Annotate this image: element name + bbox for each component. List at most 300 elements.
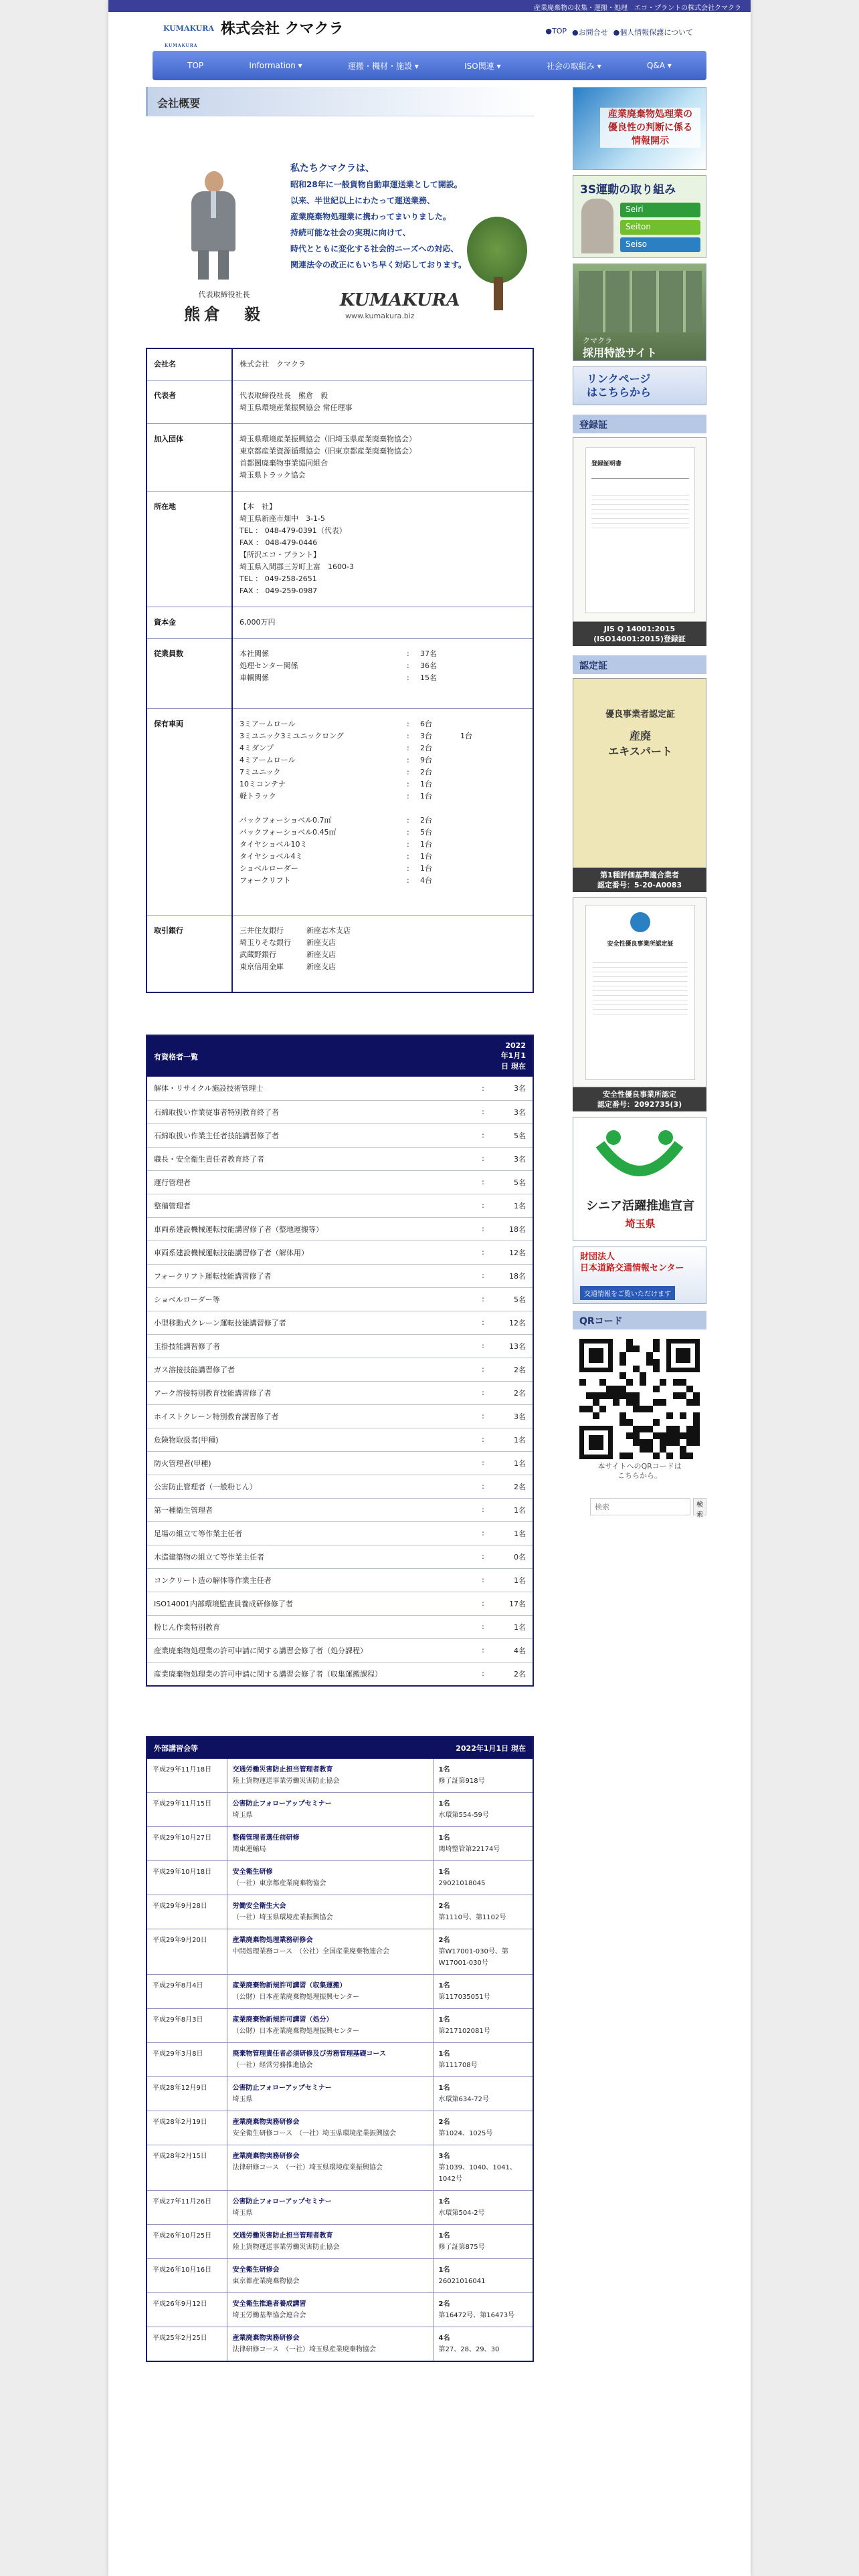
training-people: 1名 xyxy=(438,1800,450,1808)
top-strip xyxy=(108,0,751,12)
qualification-name: 産業廃棄物処理業の許可申請に関する講習会修了者（収集運搬課程） xyxy=(147,1662,473,1686)
table-row xyxy=(147,1498,533,1521)
training-title: 産業廃棄物新規許可講習（処分） xyxy=(232,2016,333,2024)
section-title xyxy=(146,87,534,116)
value-line: 【所沢エコ・プラント】 xyxy=(240,550,320,559)
president-title: 代表取締役社長 xyxy=(198,290,250,299)
vehicle-type: ショベルローダー xyxy=(240,864,298,873)
nav-equipment[interactable]: 運搬・機材・施設 ▾ xyxy=(347,61,419,71)
training-count xyxy=(433,1929,533,1974)
vehicle-count: 3台 xyxy=(420,732,432,740)
training-org: 埼玉県 xyxy=(232,1811,253,1819)
qualification-name: 第一種衛生管理者 xyxy=(147,1498,473,1521)
intro xyxy=(146,116,534,330)
qualification-name: ガス溶接技能講習修了者 xyxy=(147,1358,473,1381)
employee-count: 37名 xyxy=(420,649,437,658)
brand-url: www.kumakura.biz xyxy=(345,312,415,320)
training-org: （一社）経営労務推進協会 xyxy=(232,2061,313,2069)
jartic-line: 財団法人 xyxy=(580,1252,615,1262)
header-link-contact[interactable]: ●お問合せ xyxy=(572,28,608,37)
separator: : xyxy=(473,1451,493,1475)
table-row xyxy=(147,1100,533,1123)
separator: : xyxy=(473,1662,493,1686)
training-title: 安全衛生推進者養成講習 xyxy=(232,2300,306,2308)
table-row xyxy=(147,2145,533,2190)
training-cert: 第27、28、29、30 xyxy=(438,2345,500,2353)
employee-group: 本社関係 xyxy=(240,649,269,658)
training-count xyxy=(433,2190,533,2224)
greeting-line: 関連法令の改正にもいち早く対応しております。 xyxy=(290,260,467,270)
table-row xyxy=(147,1615,533,1638)
expert-doc-line: エキスパート xyxy=(608,745,672,758)
qualification-count: 5名 xyxy=(493,1287,533,1311)
training-count xyxy=(433,1895,533,1929)
brand-wordmark: KUMAKURA xyxy=(340,290,460,310)
caption-line: 第1種評価基準適合業者 xyxy=(600,871,679,879)
banner-eval-line: 優良性の判断に係る xyxy=(608,122,692,133)
banner-3s-item: Seiso xyxy=(620,237,700,252)
training-course xyxy=(227,2145,433,2190)
qualification-count: 3名 xyxy=(493,1147,533,1170)
bank-branch: 新座志木支店 xyxy=(306,926,351,935)
separator: : xyxy=(473,1638,493,1662)
nav-information[interactable]: Information ▾ xyxy=(249,61,302,70)
training-people: 2名 xyxy=(438,2118,450,2126)
training-course xyxy=(227,2190,433,2224)
qr-heading: QRコード xyxy=(573,1311,706,1329)
training-org: 法律研修コース （一社）埼玉県産業廃棄物協会 xyxy=(232,2345,376,2353)
qualification-count: 2名 xyxy=(493,1662,533,1686)
training-cert: 修了証第918号 xyxy=(438,1777,485,1785)
training-title: 産業廃棄物実務研修会 xyxy=(232,2334,300,2342)
value-line: 東京都産業資源循環協会（旧東京都産業廃棄物協会） xyxy=(240,447,416,455)
training-title: 安全衛生研修 xyxy=(232,1868,273,1876)
training-course xyxy=(227,2292,433,2327)
training-date: 平成29年3月8日 xyxy=(147,2042,227,2076)
training-count xyxy=(433,2111,533,2145)
training-org: （公財）日本産業廃棄物処理振興センター xyxy=(232,2027,360,2035)
nav-iso[interactable]: ISO関連 ▾ xyxy=(464,61,501,71)
bank-name: 埼玉りそな銀行 xyxy=(240,938,291,947)
external-training-table xyxy=(146,1736,534,2362)
training-count xyxy=(433,2042,533,2076)
separator: : xyxy=(473,1498,493,1521)
qualification-name: 小型移動式クレーン運転技能講習修了者 xyxy=(147,1311,473,1334)
vehicle-count: 2台 xyxy=(420,768,432,776)
search-input[interactable] xyxy=(590,1498,690,1515)
qr-note-line: こちらから。 xyxy=(617,1471,662,1480)
training-course xyxy=(227,1974,433,2008)
safety-certificate-image[interactable] xyxy=(573,897,706,1087)
banner-eval[interactable] xyxy=(573,87,706,170)
training-cert: 第1039、1040、1041、1042号 xyxy=(438,2163,516,2183)
vehicle-type: タイヤショベル4ミ xyxy=(240,852,303,861)
qualification-name: 足場の組立て等作業主任者 xyxy=(147,1521,473,1545)
training-cert: 第117035051号 xyxy=(438,1993,490,2001)
qualification-name: 防火管理者(甲種) xyxy=(147,1451,473,1475)
row-label: 取引銀行 xyxy=(147,916,232,993)
table-row xyxy=(147,1860,533,1895)
qualification-count: 17名 xyxy=(493,1592,533,1615)
row-label: 加入団体 xyxy=(147,424,232,492)
training-people: 1名 xyxy=(438,2016,450,2024)
training-count xyxy=(433,2008,533,2042)
header xyxy=(108,12,751,47)
table-row xyxy=(147,424,533,492)
table-row xyxy=(147,1592,533,1615)
separator: : xyxy=(473,1358,493,1381)
separator: : xyxy=(473,1170,493,1194)
training-cert: 29021018045 xyxy=(438,1879,486,1887)
qr-note-line: 本サイトへのQRコードは xyxy=(597,1462,682,1471)
qualification-name: 玉掛技能講習修了者 xyxy=(147,1334,473,1358)
training-title: 整備管理者選任前研修 xyxy=(232,1834,300,1842)
training-people: 4名 xyxy=(438,2334,450,2342)
qualification-name: フォークリフト運転技能講習修了者 xyxy=(147,1264,473,1287)
value-line: 首都圏廃棄物事業協同組合 xyxy=(240,459,328,467)
qr-code[interactable] xyxy=(579,1339,700,1459)
training-people: 1名 xyxy=(438,1981,450,1990)
separator: : xyxy=(473,1077,493,1100)
separator: : xyxy=(473,1404,493,1428)
senior-pref: 埼玉県 xyxy=(625,1218,656,1230)
expert-certificate-image[interactable] xyxy=(573,678,706,868)
training-date: 平成29年9月20日 xyxy=(147,1929,227,1974)
training-people: 1名 xyxy=(438,1868,450,1876)
vehicle-count: 1台 xyxy=(420,852,432,861)
table-row xyxy=(147,1895,533,1929)
training-count xyxy=(433,1826,533,1860)
logo[interactable] xyxy=(163,16,215,48)
vehicle-count: 9台 xyxy=(420,756,432,764)
table-row xyxy=(147,916,533,993)
training-course xyxy=(227,2076,433,2111)
qualification-name: 車両系建設機械運転技能講習修了者（解体用） xyxy=(147,1241,473,1264)
value-line: TEL ： 049-258-2651 xyxy=(240,574,317,583)
table-row xyxy=(147,1287,533,1311)
value-line: 代表取締役社長 熊倉 毅 xyxy=(240,391,328,400)
value-line: 【本 社】 xyxy=(240,502,276,511)
separator: : xyxy=(473,1545,493,1568)
qualification-count: 1名 xyxy=(493,1451,533,1475)
qualification-name: 車両系建設機械運転技能講習修了者（整地運搬等） xyxy=(147,1217,473,1241)
table-row xyxy=(147,1662,533,1686)
value-line: 埼玉県トラック協会 xyxy=(240,471,306,479)
caption-line: 認定番号：5-20-A0083 xyxy=(597,881,682,889)
qualification-name: 危険物取扱者(甲種) xyxy=(147,1428,473,1451)
qualification-name: 粉じん作業特別教育 xyxy=(147,1615,473,1638)
training-cert: 第1110号、第1102号 xyxy=(438,1913,506,1921)
worker-photo xyxy=(581,199,613,253)
header-link-top[interactable]: ●TOP xyxy=(545,27,567,35)
training-count xyxy=(433,2076,533,2111)
bank-branch: 新座支店 xyxy=(306,962,336,971)
table-row xyxy=(147,1147,533,1170)
value-line: 埼玉県環境産業振興協会 常任理事 xyxy=(240,403,353,412)
training-title: 産業廃棄物実務研修会 xyxy=(232,2152,300,2160)
training-people: 1名 xyxy=(438,2197,450,2206)
table-row xyxy=(147,1217,533,1241)
nav-social[interactable]: 社会の取組み ▾ xyxy=(546,61,601,71)
training-count xyxy=(433,2258,533,2292)
separator: : xyxy=(473,1592,493,1615)
registration-heading: 登録証 xyxy=(573,415,706,433)
qualification-name: 整備管理者 xyxy=(147,1194,473,1217)
training-count xyxy=(433,2224,533,2258)
bank-name: 三井住友銀行 xyxy=(240,926,284,935)
senior-text: シニア活躍推進宣言 xyxy=(586,1199,694,1213)
row-label: 従業員数 xyxy=(147,639,232,709)
row-value xyxy=(232,492,533,607)
banner-3s-title: 3S運動の取り組み xyxy=(580,183,676,197)
qualification-count: 5名 xyxy=(493,1170,533,1194)
table-row xyxy=(147,381,533,424)
employee-group: 車輌関係 xyxy=(240,673,269,682)
separator: : xyxy=(473,1311,493,1334)
top-tagline: 産業廃棄物の収集・運搬・処理 エコ・プラントの株式会社クマクラ xyxy=(534,5,741,12)
training-course xyxy=(227,2224,433,2258)
table-row xyxy=(147,1381,533,1404)
training-org: （一社）東京都産業廃棄物協会 xyxy=(232,1879,326,1887)
training-date: 平成29年10月18日 xyxy=(147,1860,227,1895)
caption-line: 安全性優良事業所認定 xyxy=(603,1090,676,1099)
table-row xyxy=(147,709,533,916)
training-date: 平成26年10月25日 xyxy=(147,2224,227,2258)
row-value: 3ミアームロール : 6台 3ミユニック3ミユニックロング : 3台 1台 4ミダンプ : 2台 4ミアームロール : 9台 7ミユニック : 2台 10ミコンテナ : 1台 軽トラック : 1台 バックフォーショベル0.7㎥ : 2台 バックフォーショベル0.45㎥ : 5台 タイヤショベル10ミ : 1台 タイヤショベル4ミ : 1台 ショベルローダー : 1台 フォークリフト : 4台 xyxy=(232,709,533,916)
training-people: 1名 xyxy=(438,2050,450,2058)
vehicle-type: 4ミダンプ xyxy=(240,744,274,752)
table-row xyxy=(147,1428,533,1451)
site-name[interactable]: 株式会社 クマクラ xyxy=(221,21,344,37)
training-date: 平成29年11月15日 xyxy=(147,1792,227,1826)
training-count xyxy=(433,2145,533,2190)
training-date: 平成28年2月19日 xyxy=(147,2111,227,2145)
training-cert: 水環第634-72号 xyxy=(438,2095,489,2103)
table-row xyxy=(147,1929,533,1974)
training-date: 平成29年8月3日 xyxy=(147,2008,227,2042)
vehicle-type: タイヤショベル10ミ xyxy=(240,840,308,849)
value-line: 埼玉県新座市畑中 3-1-5 xyxy=(240,514,325,523)
caption-line: 認定番号：2092735(3) xyxy=(597,1100,682,1109)
qualification-name: 木造建築物の組立て等作業主任者 xyxy=(147,1545,473,1568)
separator: : xyxy=(473,1381,493,1404)
external-date: 2022年1月1日 現在 xyxy=(433,1737,533,1759)
vehicle-count: 2台 xyxy=(420,744,432,752)
banner-links[interactable] xyxy=(573,366,706,405)
training-date: 平成28年2月15日 xyxy=(147,2145,227,2190)
training-cert: 関埼整管第22174号 xyxy=(438,1845,500,1853)
separator: : xyxy=(473,1521,493,1545)
table-row xyxy=(147,1475,533,1498)
page xyxy=(108,0,751,2576)
separator: : xyxy=(473,1100,493,1123)
table-row xyxy=(147,1358,533,1381)
qualification-name: 石綿取扱い作業従事者特別教育終了者 xyxy=(147,1100,473,1123)
table-row xyxy=(147,1170,533,1194)
qr-note xyxy=(573,1462,706,1481)
senior-logo-icon xyxy=(573,1117,706,1191)
tree-illustration xyxy=(460,217,534,317)
external-title: 外部講習会等 xyxy=(147,1737,433,1759)
training-cert: 第16472号、第16473号 xyxy=(438,2311,515,2319)
caption-line: JIS Q 14001:2015 xyxy=(603,625,676,633)
training-date: 平成26年10月16日 xyxy=(147,2258,227,2292)
training-date: 平成28年12月9日 xyxy=(147,2076,227,2111)
training-cert: 第111708号 xyxy=(438,2061,478,2069)
vehicle-count: 1台 xyxy=(420,840,432,849)
training-org: 中間処理業務コース （公社）全国産業廃棄物連合会 xyxy=(232,1947,389,1955)
search-form xyxy=(573,1498,706,1519)
qualification-count: 2名 xyxy=(493,1475,533,1498)
training-title: 廃棄物管理責任者必須研修及び労務管理基礎コース xyxy=(232,2050,386,2058)
training-cert: 第217102081号 xyxy=(438,2027,490,2035)
training-course xyxy=(227,2327,433,2361)
safety-doc-title: 安全性優良事業所認定証 xyxy=(607,941,674,948)
vehicle-count: 1台 xyxy=(420,780,432,788)
president-photo xyxy=(190,171,237,280)
banner-link-line: はこちらから xyxy=(587,386,652,399)
header-link-privacy[interactable]: ●個人情報保護について xyxy=(613,28,693,37)
expert-doc-title: 優良事業者認定証 xyxy=(605,710,675,720)
search-button[interactable]: 検索 xyxy=(693,1498,706,1515)
training-org: 陸上貨物運送事業労働災害防止協会 xyxy=(232,2243,340,2251)
training-count xyxy=(433,2292,533,2327)
vehicle-count: 1台 xyxy=(420,792,432,800)
table-row xyxy=(147,1077,533,1100)
vehicle-count: 6台 xyxy=(420,720,432,728)
iso-doc-title: 登録証明書 xyxy=(591,461,622,467)
qualification-name: 産業廃棄物処理業の許可申請に関する講習会修了者（処分課程） xyxy=(147,1638,473,1662)
training-cert: 26021016041 xyxy=(438,2277,486,2285)
banner-3s[interactable] xyxy=(573,175,706,258)
qualification-count: 12名 xyxy=(493,1311,533,1334)
training-org: 安全衛生研修コース （一社）埼玉県環境産業振興協会 xyxy=(232,2129,396,2137)
vehicle-count: 5台 xyxy=(420,828,432,837)
table-row xyxy=(147,607,533,639)
qualification-count: 5名 xyxy=(493,1123,533,1147)
training-title: 公害防止フォローアップセミナー xyxy=(232,2084,332,2092)
training-course xyxy=(227,2008,433,2042)
vehicle-type: フォークリフト xyxy=(240,876,291,885)
separator: : xyxy=(473,1241,493,1264)
qualification-count: 4名 xyxy=(493,1638,533,1662)
certification-heading: 認定証 xyxy=(573,655,706,674)
table-row xyxy=(147,2190,533,2224)
row-label: 所在地 xyxy=(147,492,232,607)
training-date: 平成29年9月28日 xyxy=(147,1895,227,1929)
banner-jartic[interactable] xyxy=(573,1247,706,1304)
table-row xyxy=(147,1568,533,1592)
row-value: 6,000万円 xyxy=(232,607,533,639)
jartic-sub: 交通情報をご覧いただけます xyxy=(580,1286,675,1300)
training-people: 2名 xyxy=(438,2300,450,2308)
training-count xyxy=(433,2327,533,2361)
qualification-name: 運行管理者 xyxy=(147,1170,473,1194)
banner-recruit-text: 採用特設サイト xyxy=(583,346,657,359)
separator: : xyxy=(473,1123,493,1147)
banner-senior[interactable] xyxy=(573,1117,706,1241)
training-course xyxy=(227,1895,433,1929)
value-line: TEL ： 048-479-0391（代表） xyxy=(240,526,347,535)
training-cert: 水環第554-59号 xyxy=(438,1811,489,1819)
training-people: 2名 xyxy=(438,1902,450,1910)
vehicle-count: 1台 xyxy=(420,864,432,873)
training-cert: 修了証第875号 xyxy=(438,2243,485,2251)
section-title-text: 会社概要 xyxy=(157,97,201,110)
logo-sub: KUMAKURA xyxy=(165,43,198,48)
qualification-name: 公害防止管理者（一般粉じん） xyxy=(147,1475,473,1498)
qualification-count: 1名 xyxy=(493,1498,533,1521)
training-course xyxy=(227,2042,433,2076)
employee-count: 36名 xyxy=(420,661,437,670)
vehicle-type: バックフォーショベル0.45㎥ xyxy=(240,828,337,837)
separator: : xyxy=(473,1147,493,1170)
separator: : xyxy=(473,1475,493,1498)
row-value xyxy=(232,916,533,993)
training-course xyxy=(227,1792,433,1826)
qualification-count: 3名 xyxy=(493,1404,533,1428)
jartic-line: 日本道路交通情報センター xyxy=(580,1263,684,1273)
employee-count: 15名 xyxy=(420,673,437,682)
vehicle-type: バックフォーショベル0.7㎥ xyxy=(240,816,332,825)
table-row xyxy=(147,2076,533,2111)
training-course xyxy=(227,1759,433,1793)
qualification-count: 1名 xyxy=(493,1568,533,1592)
vehicle-count-extra: 1台 xyxy=(460,732,472,740)
vehicle-type: 軽トラック xyxy=(240,792,276,800)
qualification-count: 18名 xyxy=(493,1217,533,1241)
separator: : xyxy=(473,1264,493,1287)
staff-photo xyxy=(579,271,702,332)
separator: : xyxy=(473,1568,493,1592)
qualification-count: 2名 xyxy=(493,1358,533,1381)
greeting-line: 私たちクマクラは、 xyxy=(290,163,375,174)
value-line: 埼玉県環境産業振興協会（旧埼玉県産業廃棄物協会） xyxy=(240,435,416,443)
training-title: 公害防止フォローアップセミナー xyxy=(232,2197,332,2206)
nav-qa[interactable]: Q&A ▾ xyxy=(646,61,672,70)
row-label: 資本金 xyxy=(147,607,232,639)
training-title: 公害防止フォローアップセミナー xyxy=(232,1800,332,1808)
table-row xyxy=(147,1759,533,1793)
table-row xyxy=(147,1451,533,1475)
row-value: 株式会社 クマクラ xyxy=(232,348,533,381)
iso-certificate-image[interactable] xyxy=(573,437,706,622)
bank-name: 武蔵野銀行 xyxy=(240,950,276,959)
banner-recruit-top: クマクラ xyxy=(583,336,612,345)
training-date: 平成26年9月12日 xyxy=(147,2292,227,2327)
row-label: 会社名 xyxy=(147,348,232,381)
caption-line: (ISO14001:2015)登録証 xyxy=(593,635,686,643)
table-row xyxy=(147,1241,533,1264)
qualifications-date: 2022年1月1日 現在 xyxy=(493,1035,533,1077)
training-cert: 水環第504-2号 xyxy=(438,2209,485,2217)
qualification-count: 1名 xyxy=(493,1194,533,1217)
training-people: 1名 xyxy=(438,2084,450,2092)
training-title: 安全衛生研修会 xyxy=(232,2266,280,2274)
table-row xyxy=(147,348,533,381)
training-org: 関東運輸局 xyxy=(232,1845,266,1853)
banner-recruit[interactable] xyxy=(573,263,706,361)
row-label: 代表者 xyxy=(147,381,232,424)
qualification-count: 0名 xyxy=(493,1545,533,1568)
training-count xyxy=(433,1860,533,1895)
training-people: 1名 xyxy=(438,1834,450,1842)
greeting-line: 持続可能な社会の実現に向けて、 xyxy=(290,228,411,237)
nav-top[interactable]: TOP xyxy=(187,61,204,70)
sidebar xyxy=(573,87,706,1519)
row-value: 本社関係 : 37名 処理センター関係 : 36名 車輌関係 : 15名 xyxy=(232,639,533,709)
header-links xyxy=(545,27,693,37)
